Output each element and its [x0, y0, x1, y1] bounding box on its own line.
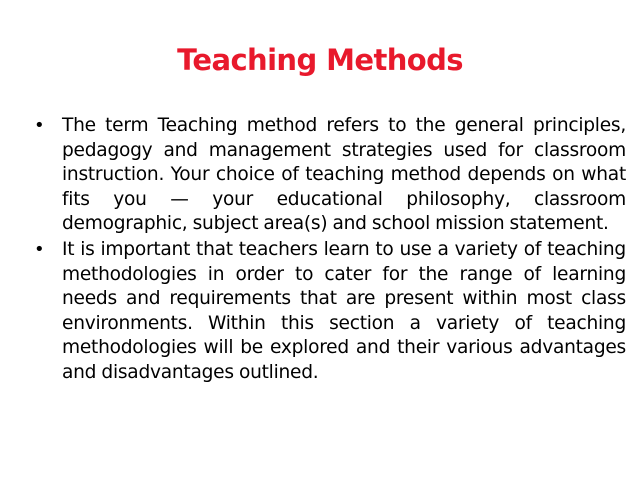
bullet-text: It is important that teachers learn to use a variety of teaching methodologies in order to cater for the range of learning needs and requirements that are present within most class environments. Within this section a variety of teaching methodologies will be explored and their various advantages and disadvantages outlined.	[62, 238, 626, 383]
bullet-text: The term Teaching method refers to the general principles, pedagogy and management strategies used for classroom instruction. Your choice of teaching method depends on what fits you — your educational philosophy, classroom demographic, subject area(s) and school mission statement.	[62, 115, 626, 235]
bullet-point-icon: •	[34, 238, 45, 260]
bullet-item	[34, 114, 626, 237]
bullet-item	[34, 238, 626, 386]
bullet-list	[34, 114, 626, 387]
bullet-point-icon: •	[34, 115, 45, 136]
slide-title: Teaching Methods	[177, 43, 463, 77]
